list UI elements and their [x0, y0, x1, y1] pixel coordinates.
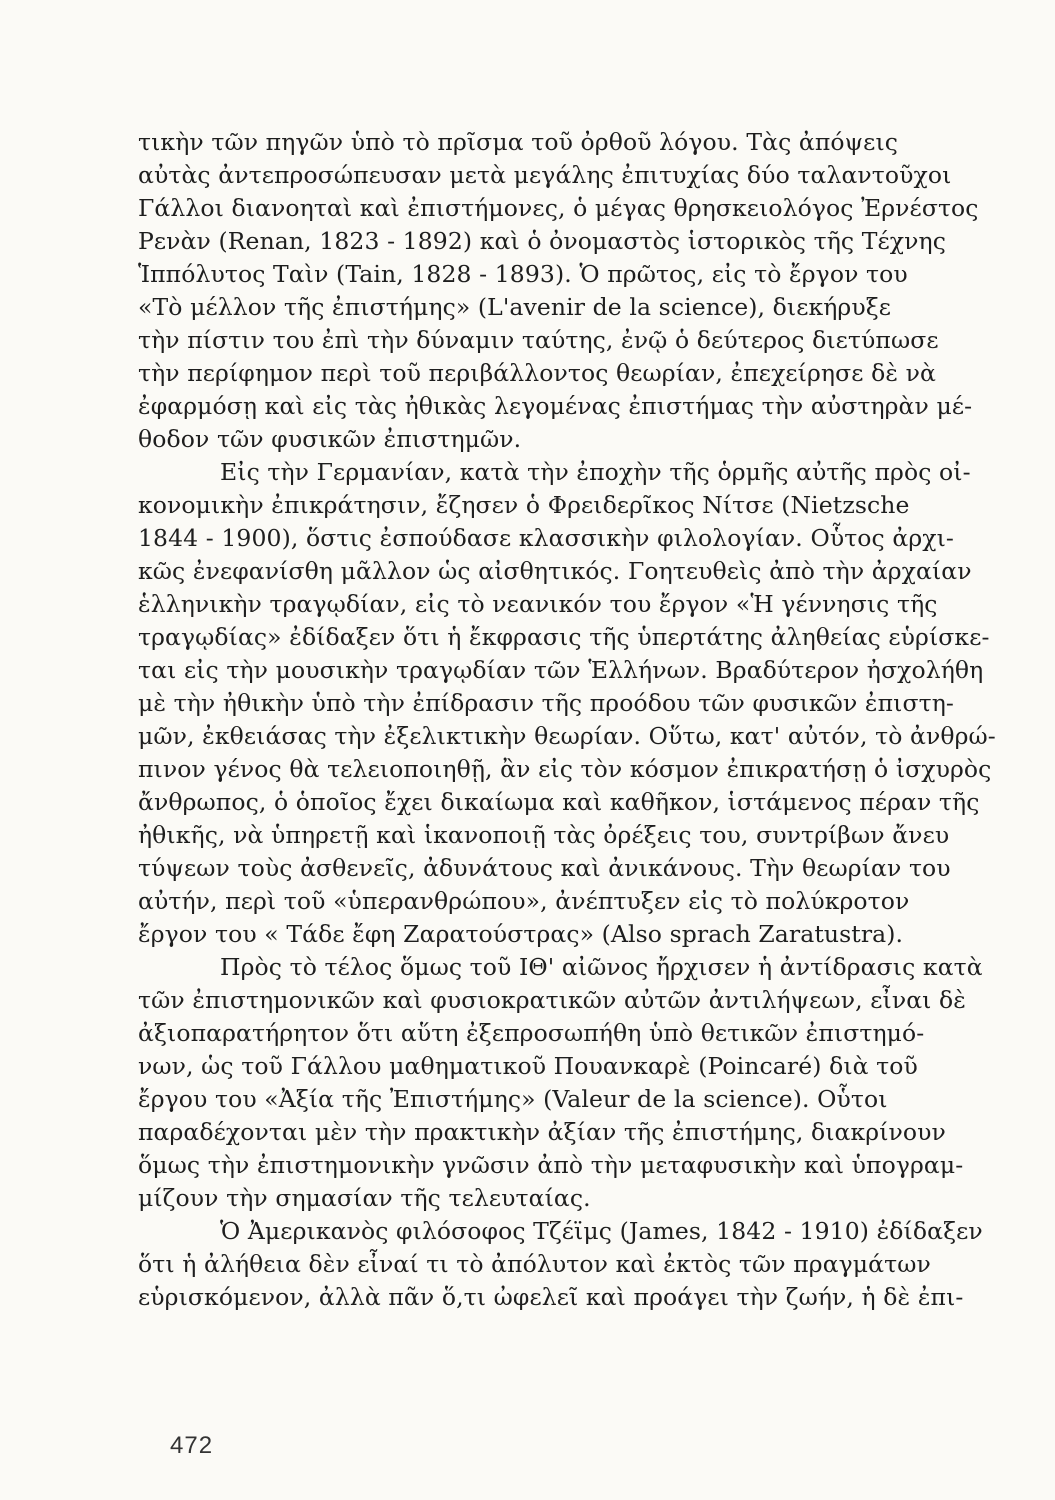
- text-line: 1844 - 1900), ὅστις ἐσπούδασε κλασσικὴν φιλολογίαν. Οὗτος ἀρχι-: [138, 524, 954, 552]
- text-line: αὐτὰς ἀντεπροσώπευσαν μετὰ μεγάλης ἐπιτυχίας δύο ταλαντοῦχοι: [138, 161, 952, 189]
- text-line: ἐφαρμόσῃ καὶ εἰς τὰς ἠθικὰς λεγομένας ἐπιστήμας τὴν αὐστηρὰν μέ-: [138, 392, 973, 420]
- body-text: [138, 126, 1018, 1314]
- text-line: τραγῳδίας» ἐδίδαξεν ὅτι ἡ ἔκφρασις τῆς ὑπερτάτης ἀληθείας εὑρίσκε-: [138, 623, 990, 651]
- text-line: μῶν, ἐκθειάσας τὴν ἐξελικτικὴν θεωρίαν. Οὕτω, κατ' αὐτόν, τὸ ἀνθρώ-: [138, 722, 996, 750]
- text-line: ὅτι ἡ ἀλήθεια δὲν εἶναί τι τὸ ἀπόλυτον καὶ ἐκτὸς τῶν πραγμάτων: [138, 1250, 931, 1278]
- text-line: Πρὸς τὸ τέλος ὅμως τοῦ ΙΘ' αἰῶνος ἤρχισεν ἡ ἀντίδρασις κατὰ: [220, 953, 983, 981]
- page-number: 472: [170, 1432, 214, 1459]
- text-line: τὴν περίφημον περὶ τοῦ περιβάλλοντος θεωρίαν, ἐπεχείρησε δὲ νὰ: [138, 359, 936, 387]
- text-line: τικὴν τῶν πηγῶν ὑπὸ τὸ πρῖσμα τοῦ ὀρθοῦ λόγου. Τὰς ἀπόψεις: [138, 128, 899, 156]
- text-line: εὑρισκόμενον, ἀλλὰ πᾶν ὅ,τι ὠφελεῖ καὶ προάγει τὴν ζωήν, ἡ δὲ ἐπι-: [138, 1283, 964, 1311]
- text-line: Ὁ Ἀμερικανὸς φιλόσοφος Τζέϊμς (James, 1842 - 1910) ἐδίδαξεν: [220, 1217, 983, 1245]
- text-line: τῶν ἐπιστημονικῶν καὶ φυσιοκρατικῶν αὐτῶν ἀντιλήψεων, εἶναι δὲ: [138, 986, 967, 1014]
- text-line: τὴν πίστιν του ἐπὶ τὴν δύναμιν ταύτης, ἐνῷ ὁ δεύτερος διετύπωσε: [138, 326, 939, 354]
- text-line: ἔργου του «Ἀξία τῆς Ἐπιστήμης» (Valeur de la science). Οὗτοι: [138, 1085, 888, 1113]
- text-line: πινον γένος θὰ τελειοποιηθῇ, ἂν εἰς τὸν κόσμον ἐπικρατήσῃ ὁ ἰσχυρὸς: [138, 755, 992, 783]
- text-line: Εἰς τὴν Γερμανίαν, κατὰ τὴν ἐποχὴν τῆς ὁρμῆς αὐτῆς πρὸς οἰ-: [220, 458, 971, 486]
- text-line: παραδέχονται μὲν τὴν πρακτικὴν ἀξίαν τῆς ἐπιστήμης, διακρίνουν: [138, 1118, 946, 1146]
- text-line: κῶς ἐνεφανίσθη μᾶλλον ὡς αἰσθητικός. Γοητευθεὶς ἀπὸ τὴν ἀρχαίαν: [138, 557, 972, 585]
- text-line: μίζουν τὴν σημασίαν τῆς τελευταίας.: [138, 1184, 591, 1212]
- text-line: ἀξιοπαρατήρητον ὅτι αὕτη ἐξεπροσωπήθη ὑπὸ θετικῶν ἐπιστημό-: [138, 1019, 925, 1047]
- text-line: Γάλλοι διανοηταὶ καὶ ἐπιστήμονες, ὁ μέγας θρησκειολόγος Ἐρνέστος: [138, 194, 979, 222]
- text-line: ἄνθρωπος, ὁ ὁποῖος ἔχει δικαίωμα καὶ καθῆκον, ἱστάμενος πέραν τῆς: [138, 788, 980, 816]
- text-line: θοδον τῶν φυσικῶν ἐπιστημῶν.: [138, 425, 522, 453]
- text-line: μὲ τὴν ἠθικὴν ὑπὸ τὴν ἐπίδρασιν τῆς προόδου τῶν φυσικῶν ἐπιστη-: [138, 689, 954, 717]
- text-line: ται εἰς τὴν μουσικὴν τραγῳδίαν τῶν Ἑλλήνων. Βραδύτερον ἠσχολήθη: [138, 656, 984, 684]
- text-line: Ρενὰν (Renan, 1823 - 1892) καὶ ὁ ὀνομαστὸς ἱστορικὸς τῆς Τέχνης: [138, 227, 946, 255]
- text-line: αὐτήν, περὶ τοῦ «ὑπερανθρώπου», ἀνέπτυξεν εἰς τὸ πολύκροτον: [138, 887, 910, 915]
- text-line: ἔργον του « Τάδε ἔφη Ζαρατούστρας» (Also sprach Zaratustra).: [138, 920, 904, 948]
- text-line: κονομικὴν ἐπικράτησιν, ἔζησεν ὁ Φρειδερῖκος Νίτσε (Nietzsche: [138, 491, 910, 519]
- text-line: τύψεων τοὺς ἀσθενεῖς, ἀδυνάτους καὶ ἀνικάνους. Τὴν θεωρίαν του: [138, 854, 951, 882]
- text-line: Ἱππόλυτος Ταὶν (Tain, 1828 - 1893). Ὁ πρῶτος, εἰς τὸ ἔργον του: [138, 260, 908, 288]
- text-line: ἑλληνικὴν τραγῳδίαν, εἰς τὸ νεανικόν του ἔργον «Ἡ γέννησις τῆς: [138, 590, 938, 618]
- text-line: ὅμως τὴν ἐπιστημονικὴν γνῶσιν ἀπὸ τὴν μεταφυσικὴν καὶ ὑπογραμ-: [138, 1151, 964, 1179]
- text-line: ἠθικῆς, νὰ ὑπηρετῇ καὶ ἱκανοποιῇ τὰς ὀρέξεις του, συντρίβων ἄνευ: [138, 821, 950, 849]
- text-line: νων, ὡς τοῦ Γάλλου μαθηματικοῦ Πουανκαρὲ (Poincaré) διὰ τοῦ: [138, 1052, 918, 1080]
- text-line: «Τὸ μέλλον τῆς ἐπιστήμης» (L'avenir de la science), διεκήρυξε: [138, 293, 892, 321]
